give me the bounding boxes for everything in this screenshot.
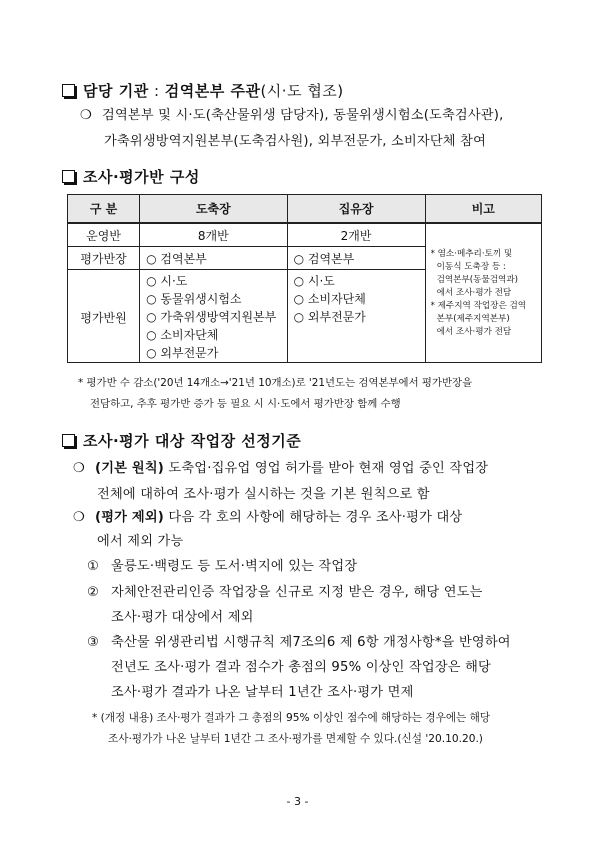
- checkbox-square-icon: [62, 84, 75, 97]
- row-label-members: 평가반원: [68, 270, 140, 363]
- item-number: ②: [87, 585, 100, 600]
- list-item: ○ 시·도: [293, 274, 335, 288]
- principle-label: (기본 원칙): [95, 461, 165, 476]
- header-milk-collection: 집유장: [287, 195, 425, 224]
- operation-slaughter: 8개반: [140, 223, 288, 247]
- exclusion-item-3: [87, 630, 511, 656]
- remarks-cell: [425, 223, 541, 363]
- header-slaughterhouse: 도축장: [140, 195, 288, 224]
- agency-title-separator: :: [148, 81, 165, 100]
- list-item: ○ 동물위생시험소: [146, 292, 242, 306]
- agency-participants-line2: 가축위생방역지원본부(도축검사원), 외부전문가, 소비자단체 참여: [104, 134, 487, 149]
- section-heading-criteria: [62, 430, 301, 451]
- agency-title-main: 검역본부 주관: [164, 82, 261, 100]
- leader-slaughter: ○ 검역본부: [140, 247, 288, 270]
- item-text: 축산물 위생관리법 시행규칙 제7조의6 제 6항 개정사항*을 반영하여: [111, 635, 511, 650]
- remark-line: 본부(제주지역본부): [436, 313, 510, 324]
- item-text: 자체안전관리인증 작업장을 신규로 지정 받은 경우, 해당 연도는: [111, 585, 483, 600]
- principle-line2: 전체에 대하여 조사·평가 실시하는 것을 기본 원칙으로 함: [97, 487, 430, 502]
- agency-participants-line1: [80, 103, 503, 129]
- list-item: ○ 소비자단체: [146, 328, 219, 342]
- remark-line: * 염소·메추리·토끼 및: [430, 248, 513, 259]
- exclusion-label: (평가 제외): [95, 510, 165, 525]
- item-number: ③: [87, 635, 100, 650]
- criteria-note-line2: 조사·평가가 나온 날부터 1년간 그 조사·평가를 면제할 수 있다.(신설 '20.10.20.): [108, 733, 483, 745]
- exclusion-item-3-cont1: 전년도 조사·평가 결과 점수가 총점의 95% 이상인 작업장은 해당: [111, 660, 491, 675]
- row-label-operation: 운영반: [68, 223, 140, 247]
- exclusion-item-2: [87, 580, 483, 606]
- team-title: 조사·평가반 구성: [83, 168, 200, 186]
- operation-milk: 2개반: [287, 223, 425, 247]
- exclusion-item-3-cont2: 조사·평가 결과가 나온 날부터 1년간 조사·평가 면제: [111, 685, 414, 700]
- agency-participants-text1: 검역본부 및 시·도(축산물위생 담당자), 동물위생시험소(도축검사관),: [102, 108, 504, 123]
- item-number: ①: [87, 559, 100, 574]
- team-composition-table: [67, 194, 542, 363]
- list-item: ○ 외부전문가: [146, 346, 219, 360]
- team-note-line1: * 평가반 수 감소('20년 14개소→'21년 10개소)로 '21년도는 검역본부에서 평가반장을: [78, 377, 473, 389]
- agency-title-label: 담당 기관: [83, 82, 149, 100]
- agency-title-paren: (시·도 협조): [260, 82, 344, 100]
- circle-bullet-icon: ❍: [73, 510, 86, 525]
- remark-line: 에서 조사·평가 전담: [436, 326, 512, 337]
- criteria-title: 조사·평가 대상 작업장 선정기준: [83, 432, 302, 450]
- remark-line: 검역본부(동물검역과): [436, 274, 519, 285]
- remark-line: 에서 조사·평가 전담: [436, 287, 512, 298]
- exclusion-item-2-cont: 조사·평가 대상에서 제외: [111, 610, 254, 625]
- leader-milk: ○ 검역본부: [287, 247, 425, 270]
- list-item: ○ 외부전문가: [293, 310, 366, 324]
- page-number: - 3 -: [286, 795, 309, 808]
- item-text: 울릉도·백령도 등 도서·벽지에 있는 작업장: [111, 559, 358, 574]
- checkbox-square-icon: [62, 170, 75, 183]
- remark-line: * 제주지역 작업장은 검역: [430, 300, 527, 311]
- section-heading-agency: [62, 80, 344, 101]
- exclusion-item-1: [87, 554, 357, 580]
- table-header-row: [68, 195, 542, 224]
- list-item: ○ 소비자단체: [293, 292, 366, 306]
- row-label-leader: 평가반장: [68, 247, 140, 270]
- remark-line: 이동식 도축장 등 :: [436, 261, 506, 272]
- header-category: 구 분: [68, 195, 140, 224]
- circle-bullet-icon: ❍: [73, 461, 86, 476]
- team-note-line2: 전담하고, 추후 평가반 증가 등 필요 시 시·도에서 평가반장 함께 수행: [90, 398, 401, 410]
- checkbox-square-icon: [62, 434, 75, 447]
- list-item: ○ 시·도: [146, 274, 188, 288]
- exclusion-line2: 에서 제외 가능: [97, 534, 184, 549]
- header-remarks: 비고: [425, 195, 541, 224]
- members-slaughter: [140, 270, 288, 363]
- members-milk: [287, 270, 425, 363]
- section-heading-team: [62, 166, 200, 187]
- list-item: ○ 가축위생방역지원본부: [146, 310, 277, 324]
- circle-bullet-icon: ❍: [80, 108, 93, 123]
- table-row-operation: [68, 223, 542, 247]
- exclusion-line1: [73, 505, 462, 531]
- criteria-note-line1: * (개정 내용) 조사·평가 결과가 그 총점의 95% 이상인 점수에 해당하는 경우에는 해당: [92, 712, 491, 724]
- principle-text1: 도축업·집유업 영업 허가를 받아 현재 영업 중인 작업장: [164, 461, 489, 476]
- exclusion-text1: 다음 각 호의 사항에 해당하는 경우 조사·평가 대상: [164, 510, 463, 525]
- principle-line1: [73, 456, 488, 482]
